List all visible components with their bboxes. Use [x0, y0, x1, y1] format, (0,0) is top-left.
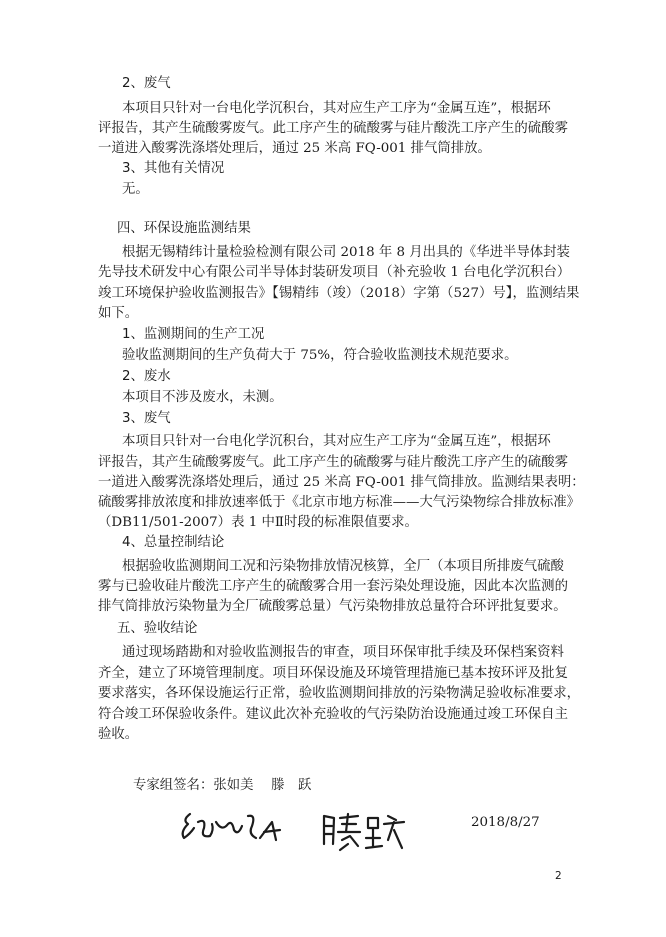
waste-gas2-line-5: （DB11/501-2007）表 1 中Ⅱ时段的标准限值要求。 [98, 515, 418, 530]
conditions-heading: 1、监测期间的生产工况 [122, 327, 265, 342]
waste-gas2-line-1: 本项目只针对一台电化学沉积台，其对应生产工序为“金属互连”，根据环 [122, 434, 551, 449]
other-heading: 3、其他有关情况 [122, 161, 225, 176]
waste-gas-heading-2: 3、废气 [122, 411, 171, 426]
waste-gas-line-2: 评报告，其产生硫酸雾废气。此工序产生的硫酸雾与硅片酸洗工序产生的硫酸雾 [98, 121, 568, 136]
total-control-line-2: 雾与已验收硅片酸洗工序产生的硫酸雾合用一套污染处理设施，因此本次监测的 [98, 579, 568, 594]
total-control-line-3: 排气筒排放污染物量为全厂硫酸雾总量）气污染物排放总量符合环评批复要求。 [98, 599, 567, 614]
handwritten-signature-teng [318, 810, 408, 854]
signature-date: 2018/8/27 [471, 815, 540, 830]
waste-gas-line-3: 一道进入酸雾洗涤塔处理后，通过 25 米高 FQ-001 排气筒排放。 [98, 141, 491, 156]
waste-gas2-line-4: 硫酸雾排放浓度和排放速率低于《北京市地方标准——大气污染物综合排放标准》 [98, 495, 581, 510]
section-four-intro-4: 如下。 [98, 306, 139, 321]
section-four-title: 四、环保设施监测结果 [117, 221, 251, 236]
wastewater-heading: 2、废水 [122, 369, 171, 384]
waste-gas2-line-2: 评报告，其产生硫酸雾废气。此工序产生的硫酸雾与硅片酸洗工序产生的硫酸雾 [98, 455, 568, 470]
page-number: 2 [555, 870, 562, 882]
section-five-line-1: 通过现场踏勘和对验收监测报告的审查，项目环保审批手续及环保档案资料 [122, 645, 564, 660]
handwritten-signature-zhang [176, 808, 292, 852]
signature-label: 专家组签名：张如美 滕 跃 [133, 778, 312, 793]
other-text: 无。 [122, 182, 149, 197]
section-five-line-5: 验收。 [98, 727, 139, 742]
section-four-intro-2: 先导技术研发中心有限公司半导体封装研发项目（补充验收 1 台电化学沉积台） [98, 265, 571, 280]
conditions-text: 验收监测期间的生产负荷大于 75%，符合验收监测技术规范要求。 [122, 348, 518, 363]
section-four-intro-1: 根据无锡精纬计量检验检测有限公司 2018 年 8 月出具的《华进半导体封装 [122, 245, 570, 260]
waste-gas-heading-1: 2、废气 [122, 76, 171, 91]
wastewater-text: 本项目不涉及废水，未测。 [122, 390, 283, 405]
section-five-line-2: 齐全，建立了环境管理制度。项目环保设施及环境管理措施已基本按环评及批复 [98, 666, 568, 681]
section-four-intro-3: 竣工环境保护验收监测报告》【锡精纬（竣）（2018）字第（527）号】，监测结果 [98, 286, 580, 301]
total-control-line-1: 根据验收监测期间工况和污染物排放情况核算，全厂（本项目所排废气硫酸 [122, 559, 564, 574]
waste-gas-line-1: 本项目只针对一台电化学沉积台，其对应生产工序为“金属互连”，根据环 [122, 101, 551, 116]
waste-gas2-line-3: 一道进入酸雾洗涤塔处理后，通过 25 米高 FQ-001 排气筒排放。监测结果表明： [98, 475, 585, 490]
section-five-line-4: 符合竣工环保验收条件。建议此次补充验收的气污染防治设施通过竣工环保自主 [98, 707, 568, 722]
total-control-heading: 4、总量控制结论 [122, 535, 225, 550]
section-five-title: 五、验收结论 [117, 621, 198, 636]
section-five-line-3: 要求落实，各环保设施运行正常，验收监测期间排放的污染物满足验收标准要求， [98, 686, 581, 701]
